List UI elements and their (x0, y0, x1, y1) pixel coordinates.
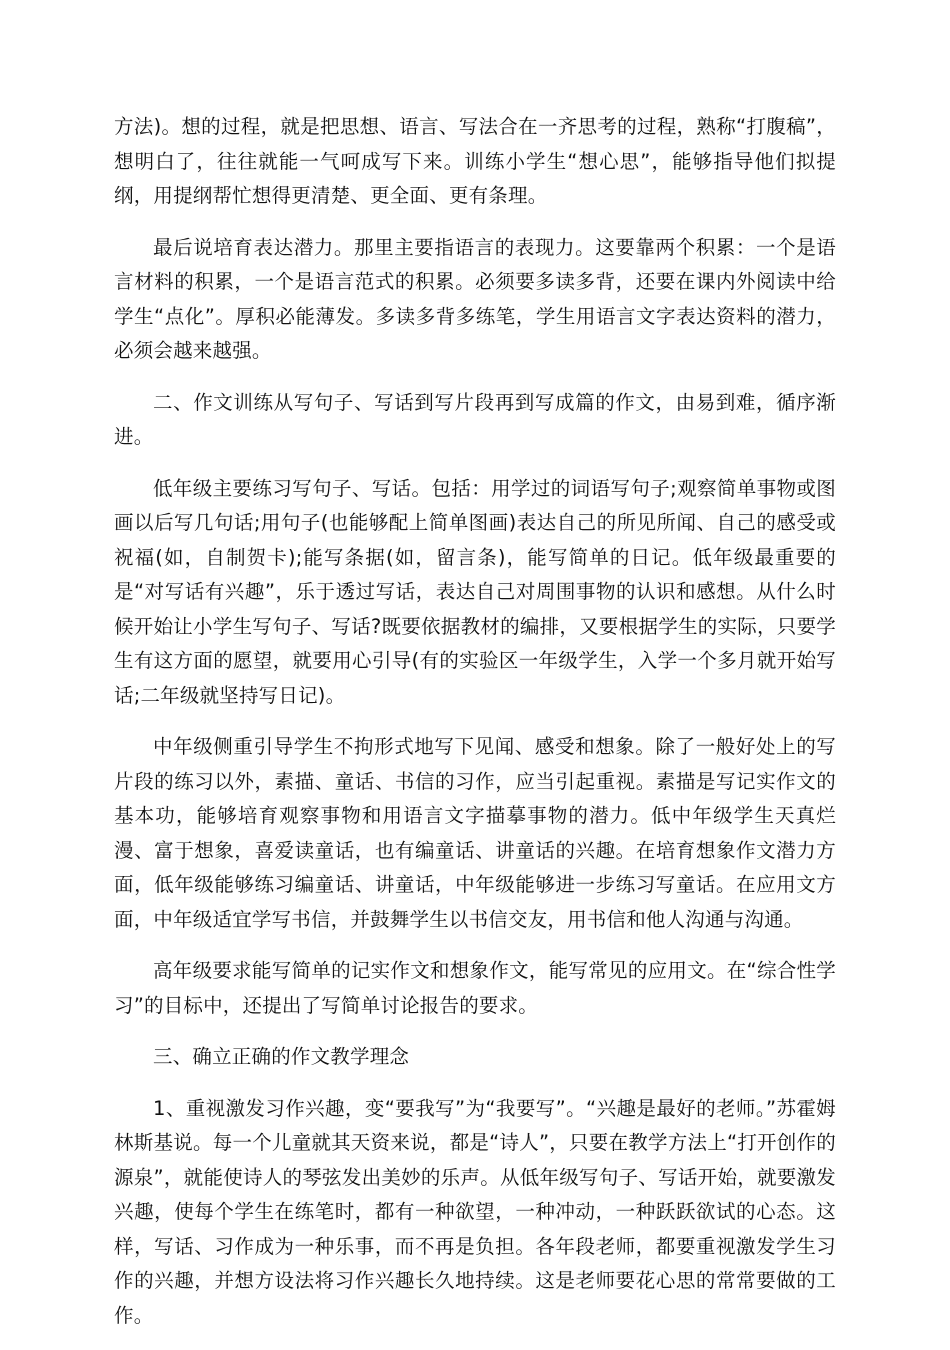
paragraph-1: 方法)。想的过程，就是把思想、语言、写法合在一齐思考的过程，熟称“打腹稿”，想明白了，往往就能一气呵成写下来。训练小学生“想心思”，能够指导他们拟提纲，用提纲帮忙想得更清楚、更全面、更有条理。 (114, 115, 836, 207)
paragraph-8: 1、重视激发习作兴趣，变“要我写”为“我要写”。“兴趣是最好的老师。”苏霍姆林斯基说。每一个儿童就其天资来说，都是“诗人”，只要在教学方法上“打开创作的源泉”，就能使诗人的琴弦发出美妙的乐声。从低年级写句子、写话开始，就要激发兴趣，使每个学生在练笔时，都有一种欲望，一种冲动，一种跃跃欲试的心态。这样，写话、习作成为一种乐事，而不再是负担。各年段老师，都要重视激发学生习作的兴趣，并想方设法将习作兴趣长久地持续。这是老师要花心思的常常要做的工作。 (114, 1096, 836, 1327)
paragraph-2: 最后说培育表达潜力。那里主要指语言的表现力。这要靠两个积累：一个是语言材料的积累，一个是语言范式的积累。必须要多读多背，还要在课内外阅读中给学生“点化”。厚积必能薄发。多读多背多练笔，学生用语言文字表达资料的潜力，必须会越来越强。 (114, 235, 836, 362)
paragraph-5: 中年级侧重引导学生不拘形式地写下见闻、感受和想象。除了一般好处上的写片段的练习以外，素描、童话、书信的习作，应当引起重视。素描是写记实作文的基本功，能够培育观察事物和用语言文字描摹事物的潜力。低中年级学生天真烂漫、富于想象，喜爱读童话，也有编童话、讲童话的兴趣。在培育想象作文潜力方面，低年级能够练习编童话、讲童话，中年级能够进一步练习写童话。在应用文方面，中年级适宜学写书信，并鼓舞学生以书信交友，用书信和他人沟通与沟通。 (114, 735, 836, 931)
paragraph-6: 高年级要求能写简单的记实作文和想象作文，能写常见的应用文。在“综合性学习”的目标中，还提出了写简单讨论报告的要求。 (114, 959, 836, 1017)
paragraph-4: 低年级主要练习写句子、写话。包括：用学过的词语写句子;观察简单事物或图画以后写几句话;用句子(也能够配上简单图画)表达自己的所见所闻、自己的感受或祝福(如，自制贺卡);能写条据(如，留言条)，能写简单的日记。低年级最重要的是“对写话有兴趣”，乐于透过写话，表达自己对周围事物的认识和感想。从什么时候开始让小学生写句子、写话?既要依据教材的编排，又要根据学生的实际，只要学生有这方面的愿望，就要用心引导(有的实验区一年级学生，入学一个多月就开始写话;二年级就坚持写日记)。 (114, 476, 836, 707)
section-heading-2: 二、作文训练从写句子、写话到写片段再到写成篇的作文，由易到难，循序渐进。 (114, 390, 836, 448)
document-body (114, 110, 836, 1350)
section-heading-3: 三、确立正确的作文教学理念 (153, 1045, 410, 1068)
